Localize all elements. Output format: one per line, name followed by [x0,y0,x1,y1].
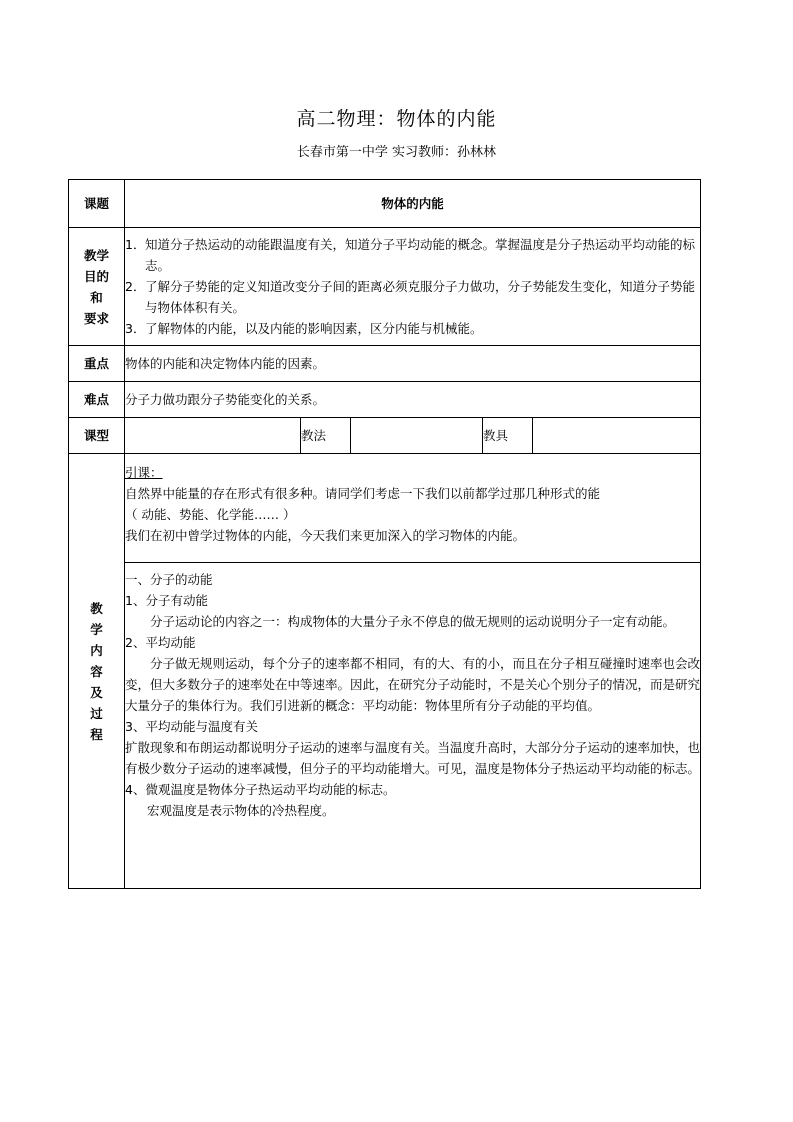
topic-label: 课题 [69,180,125,228]
paragraph: 分子做无规则运动，每个分子的速率都不相同，有的大、有的小，而且在分子相互碰撞时速率也会改变，但大多数分子的速率处在中等速率。因此，在研究分子动能时，不是关心个别分子的情况，而是研究大量分子的集体行为。我们引进新的概念：平均动能：物体里所有分子动能的平均值。 [125,656,701,713]
paragraph: 分子运动论的内容之一：构成物体的大量分子永不停息的做无规则的运动说明分子一定有动能。 [150,614,676,629]
goals-row [69,228,701,346]
topic-value: 物体的内能 [125,180,701,228]
goal-text: 了解分子势能的定义知道改变分子间的距离必须克服分子力做功，分子势能发生变化，知道分子势能与物体体积有关。 [145,279,696,315]
content-label-char: 学 [90,621,103,637]
intro-cell [125,454,701,563]
goals-label-line: 要求 [83,310,109,326]
type-value [125,418,301,454]
intro-line: 自然界中能量的存在形式有很多种。请同学们考虑一下我们以前都学过那几种形式的能 [125,486,601,501]
subsection-heading: 1、分子有动能 [125,593,208,608]
goal-text: 了解物体的内能，以及内能的影响因素，区分内能与机械能。 [145,321,483,336]
goals-content [125,228,701,346]
content-label-char: 过 [90,705,103,721]
goal-number: 1． [125,237,146,252]
intro-heading: 引课： [125,465,163,480]
difficulty-row [69,382,701,418]
page-subtitle: 长春市第一中学 实习教师：孙林林 [296,145,497,160]
content-label-char: 内 [90,642,103,658]
goal-item [125,234,700,276]
key-row [69,346,701,382]
type-row [69,418,701,454]
subsection-heading: 4、微观温度是物体分子热运动平均动能的标志。 [125,782,396,797]
goal-text: 知道分子热运动的动能跟温度有关，知道分子平均动能的概念。掌握温度是分子热运动平均动能的标志。 [145,237,696,273]
intro-row [69,454,701,563]
method-label: 教法 [301,418,351,454]
tools-label: 教具 [483,418,533,454]
tools-value [533,418,701,454]
method-value [351,418,483,454]
goals-label [69,228,125,346]
topic-row [69,180,701,228]
content-label-char: 及 [90,684,103,700]
section-heading: 一、分子的动能 [125,572,213,587]
goals-label-line: 和 [90,289,103,305]
goals-label-line: 教学 [83,247,109,263]
type-label: 课型 [69,418,125,454]
content-label-char: 教 [90,600,103,616]
goal-item [125,318,700,339]
content-label-char: 容 [90,663,103,679]
difficulty-value: 分子力做功跟分子势能变化的关系。 [125,382,701,418]
body-cell [125,563,701,889]
content-label [69,454,125,889]
goal-number: 2． [125,279,146,294]
page-title: 高二物理：物体的内能 [296,108,497,130]
intro-line: （ 动能、势能、化学能…… ） [125,507,296,522]
goal-number: 3． [125,321,146,336]
key-label: 重点 [69,346,125,382]
paragraph: 宏观温度是表示物体的冷热程度。 [147,803,335,818]
subsection-heading: 2、平均动能 [125,635,196,650]
goals-list [125,234,700,339]
paragraph: 扩散现象和布朗运动都说明分子运动的速率与温度有关。当温度升高时，大部分分子运动的速率加快，也有极少数分子运动的速率减慢，但分子的平均动能增大。可见，温度是物体分子热运动平均动能的标志。 [125,740,701,776]
key-value: 物体的内能和决定物体内能的因素。 [125,346,701,382]
difficulty-label: 难点 [69,382,125,418]
subsection-heading: 3、平均动能与温度有关 [125,719,258,734]
goal-item [125,276,700,318]
goals-label-line: 目的 [83,268,109,284]
lesson-plan-table [68,179,701,889]
content-label-char: 程 [90,726,103,742]
intro-line: 我们在初中曾学过物体的内能，今天我们来更加深入的学习物体的内能。 [125,528,526,543]
body-row [69,563,701,889]
